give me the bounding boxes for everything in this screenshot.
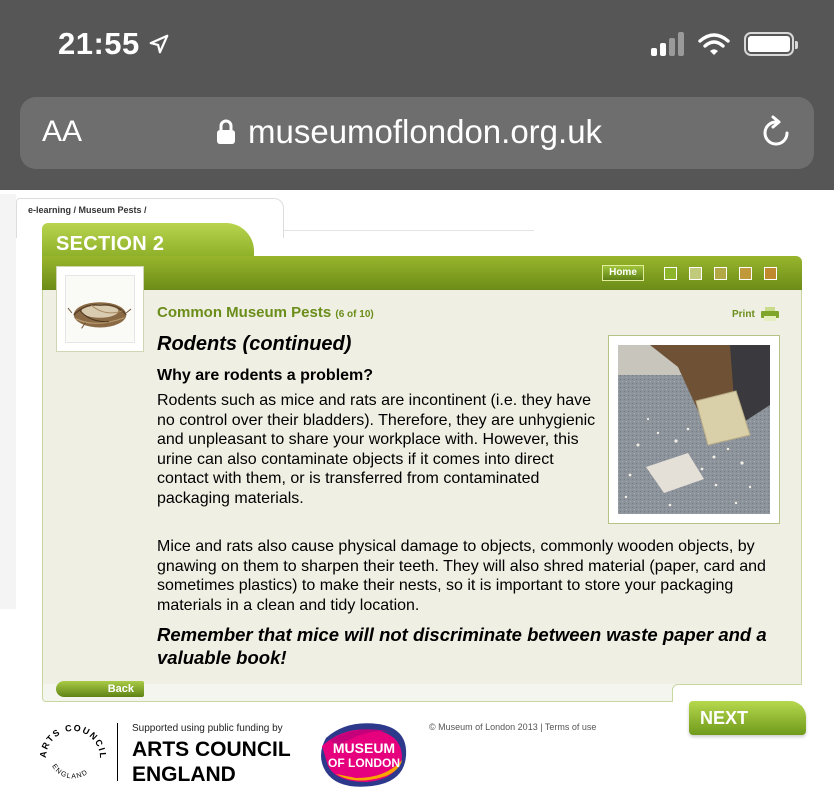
- lock-icon: [216, 119, 236, 145]
- reload-icon[interactable]: [758, 115, 794, 151]
- topic-title-text: Common Museum Pests: [157, 304, 332, 321]
- mol-logo-line1: MUSEUM: [332, 740, 396, 756]
- topic-title: [157, 304, 374, 321]
- progress-dot-1[interactable]: [664, 267, 677, 280]
- paragraph-gnawing: Mice and rats also cause physical damage to objects, commonly wooden objects, by gnawing on them to sharpen their teeth. They will also shred material (paper, card and sometimes plastics) to make their nests, so it is important to store your packaging materials in a clean and tidy location.: [157, 538, 766, 614]
- page-left-gutter: [0, 194, 16, 609]
- emblem-top-text: ARTS COUNCIL: [38, 722, 108, 760]
- battery-icon: [744, 32, 794, 56]
- section-title: SECTION 2: [56, 233, 165, 255]
- arts-council-name-line2: ENGLAND: [132, 763, 236, 786]
- page-heading: Rodents (continued): [157, 333, 352, 355]
- arts-council-name-line1: ARTS COUNCIL: [132, 738, 291, 761]
- rodent-damage-photo: [618, 345, 770, 514]
- progress-dot-2[interactable]: [689, 267, 702, 280]
- museum-of-london-logo[interactable]: [316, 716, 412, 790]
- printer-icon: [760, 307, 780, 321]
- svg-text:ENGLAND: [50, 763, 89, 780]
- print-label: Print: [732, 308, 755, 320]
- mol-logo-line2: OF LONDON: [328, 756, 400, 770]
- url-field[interactable]: [216, 113, 602, 151]
- callout-remember: Remember that mice will not discriminate between waste paper and a valuable book!: [157, 624, 767, 668]
- page: [0, 190, 834, 800]
- status-indicators: [651, 32, 794, 56]
- status-time: [58, 26, 170, 62]
- emblem-bottom-text: ENGLAND: [50, 763, 90, 781]
- page-counter: (6 of 10): [335, 309, 374, 320]
- address-bar[interactable]: [20, 97, 814, 169]
- home-button[interactable]: Home: [602, 265, 644, 281]
- funding-statement: Supported using public funding by: [132, 723, 283, 734]
- progress-dot-3[interactable]: [714, 267, 727, 280]
- breadcrumb[interactable]: e-learning / Museum Pests /: [28, 205, 147, 215]
- rodent-damage-photo-frame: [608, 335, 780, 524]
- text-size-label: AA: [42, 115, 83, 148]
- footer-divider: [117, 723, 118, 781]
- svg-text:ARTS COUNCIL: [38, 723, 108, 760]
- status-time-text: 21:55: [58, 26, 140, 61]
- paragraph-urine: Rodents such as mice and rats are incontinent (i.e. they have no control over their bladders). Therefore, they are unhygienic and unpleasant to share your workplace with. However, this urine can also contaminate objects if it comes into direct contact with them, or is transferred from contaminated packaging materials.: [157, 392, 596, 507]
- location-arrow-icon: [148, 33, 170, 55]
- back-button[interactable]: Back: [56, 681, 144, 697]
- arts-council-emblem: [38, 718, 108, 788]
- next-notch: [672, 684, 802, 702]
- subheading: Why are rodents a problem?: [157, 367, 374, 384]
- copyright-text[interactable]: © Museum of London 2013 | Terms of use: [429, 722, 597, 732]
- section-thumbnail: [56, 266, 144, 352]
- text-size-button[interactable]: [42, 115, 82, 149]
- wifi-icon: [698, 32, 730, 56]
- progress-dot-4[interactable]: [739, 267, 752, 280]
- browser-chrome: [0, 0, 834, 190]
- url-text: museumoflondon.org.uk: [248, 113, 603, 150]
- nest-image: [66, 276, 134, 342]
- module-header-bar: [42, 256, 802, 290]
- cellular-signal-icon: [651, 32, 684, 56]
- progress-dot-5[interactable]: [764, 267, 777, 280]
- breadcrumb-divider: [284, 230, 534, 231]
- print-link[interactable]: [732, 307, 780, 321]
- next-button[interactable]: NEXT: [689, 701, 806, 735]
